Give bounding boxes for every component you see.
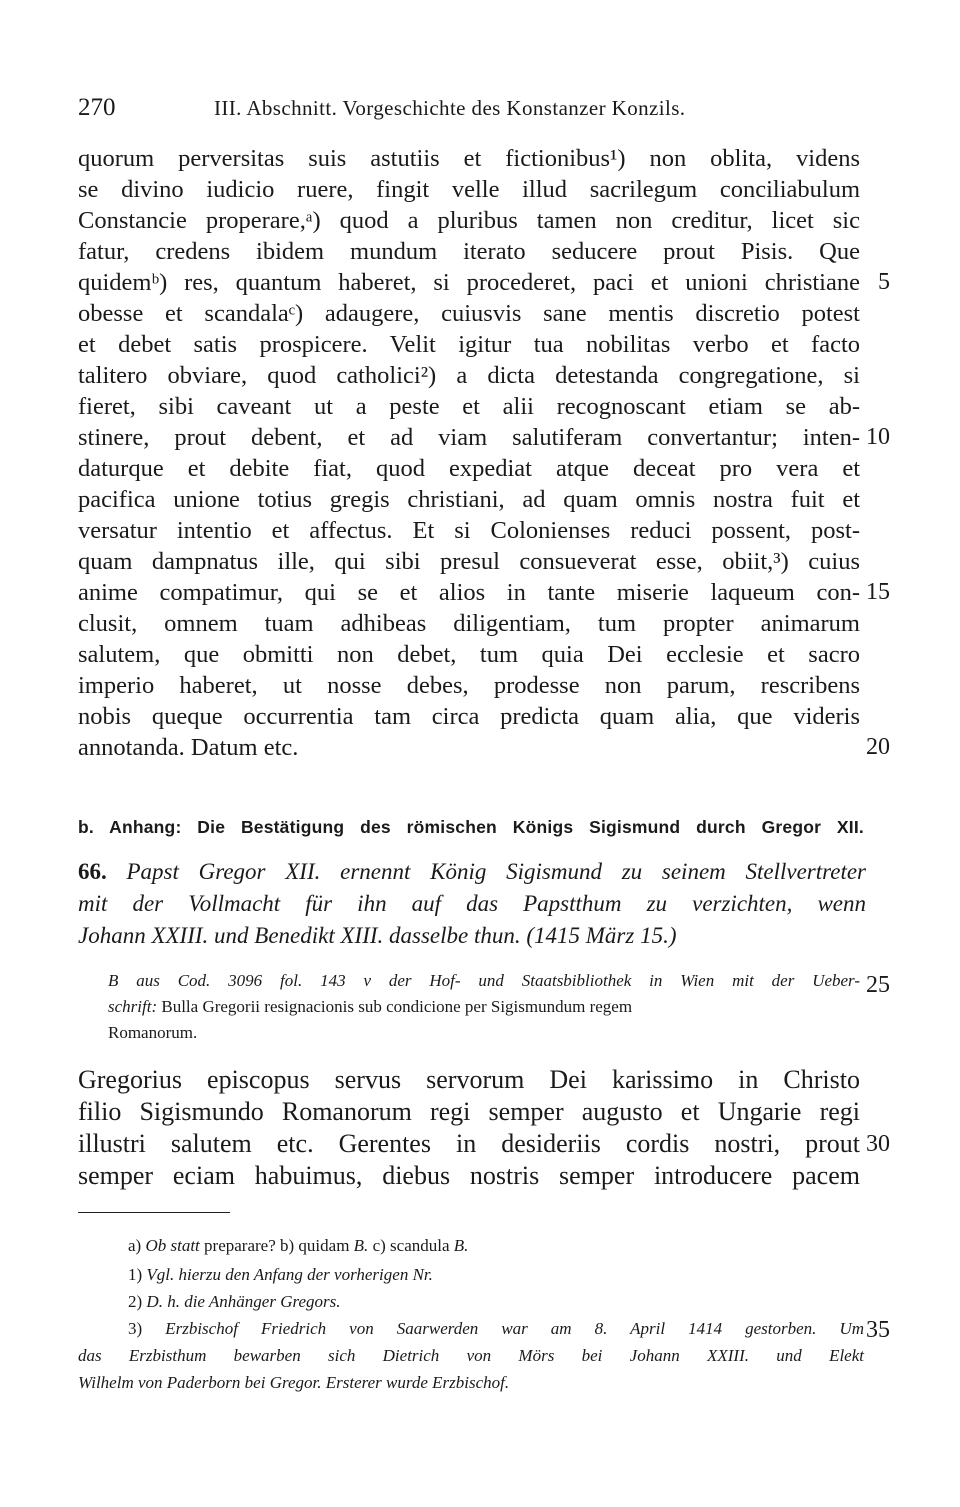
text-line: anime compatimur, qui se et alios in tante miserie laqueum con- (78, 579, 860, 606)
source-label: schrift: (108, 997, 158, 1016)
footnote-text: scandula (390, 1236, 450, 1255)
line-number: 25 (866, 972, 890, 998)
document-title-part: Papst Gregor XII. ernennt König Sigismund zu seinem Stellvertreter (126, 859, 866, 884)
text-line: semper eciam habuimus, diebus nostris semper introducere pacem (78, 1161, 860, 1190)
line-number: 15 (866, 579, 890, 605)
text-line: daturque et debite fiat, quod expediat atque deceat pro vera et (78, 455, 860, 482)
footnote-3 (128, 1316, 864, 1342)
section-heading: b. Anhang: Die Bestätigung des römischen Königs Sigismund durch Gregor XII. (78, 817, 864, 837)
running-title: III. Abschnitt. Vorgeschichte des Konstanzer Konzils. (214, 96, 686, 120)
footnote-mark: 1) (128, 1265, 143, 1284)
text-line: clusit, omnem tuam adhibeas diligentiam, tum propter animarum (78, 610, 860, 637)
footnote-text: D. h. die Anhänger Gregors. (146, 1292, 341, 1311)
line-number: 10 (866, 424, 890, 450)
footnote-3-cont (78, 1370, 864, 1396)
footnote-mark: 2) (128, 1292, 143, 1311)
footnote-3-cont (78, 1343, 864, 1369)
text-line: filio Sigismundo Romanorum regi semper augusto et Ungarie regi (78, 1097, 860, 1126)
source-note-line: Romanorum. (108, 1023, 198, 1042)
document-heading-line (78, 856, 866, 888)
text-line: imperio haberet, ut nosse debes, prodesse non parum, rescribens (78, 672, 860, 699)
footnote-text: Vgl. hierzu den Anfang der vorherigen Nr. (146, 1265, 433, 1284)
text-line: illustri salutem etc. Gerentes in desideriis cordis nostri, prout (78, 1129, 860, 1158)
text-line: fatur, credens ibidem mundum iterato seducere prout Pisis. Que (78, 238, 860, 265)
text-line: quam dampnatus ille, qui sibi presul consueverat esse, obiit,³) cuius (78, 548, 860, 575)
document-number: 66. (78, 859, 107, 884)
footnote-separator (78, 1212, 230, 1213)
text-line: se divino iudicio ruere, fingit velle illud sacrilegum conciliabulum (78, 176, 860, 203)
text-line: versatur intentio et affectus. Et si Colonienses reduci possent, post- (78, 517, 860, 544)
footnote-text: Ob statt (145, 1236, 200, 1255)
footnote-text: das Erzbisthum bewarben sich Dietrich von Mörs bei Johann XXIII. und Elekt (78, 1346, 864, 1365)
text-line: pacifica unione totius gregis christiani, ad quam omnis nostra fuit et (78, 486, 860, 513)
footnote-text: Wilhelm von Paderborn bei Gregor. Ersterer wurde Erzbischof. (78, 1373, 510, 1392)
text-line: nobis queque occurrentia tam circa predicta quam alia, que videris (78, 703, 860, 730)
text-line: fieret, sibi caveant ut a peste et alii recognoscant etiam se ab- (78, 393, 860, 420)
text-line: Gregorius episcopus servus servorum Dei karissimo in Christo (78, 1065, 860, 1094)
footnote-1 (128, 1262, 864, 1288)
text-line: talitero obviare, quod catholici²) a dicta detestanda congregatione, si (78, 362, 860, 389)
footnote-text: Erzbischof Friedrich von Saarwerden war am 8. April 1414 gestorben. Um (165, 1319, 865, 1338)
source-heading-text: Bulla Gregorii resignacionis sub condicione per Sigismundum regem (161, 997, 633, 1016)
text-line: annotanda. Datum etc. (78, 734, 299, 761)
line-number: 20 (866, 734, 890, 760)
text-line: obesse et scandalaᶜ) adaugere, cuiusvis sane mentis discretio potest (78, 300, 860, 327)
footnote-mark: 3) (128, 1319, 143, 1338)
line-number: 30 (866, 1131, 890, 1157)
text-line: stinere, prout debent, et ad viam salutiferam convertantur; inten- (78, 424, 860, 451)
footnote-text: B. (453, 1236, 469, 1255)
text-line: quidemᵇ) res, quantum haberet, si procederet, paci et unioni christiane (78, 269, 860, 296)
text-line: salutem, que obmitti non debet, tum quia Dei ecclesie et sacro (78, 641, 860, 668)
line-number: 35 (866, 1317, 890, 1343)
footnote-text: preparare? (204, 1236, 276, 1255)
footnote-2 (128, 1289, 864, 1315)
text-line: quorum perversitas suis astutiis et fictionibus¹) non oblita, videns (78, 145, 860, 172)
footnote-mark: b) (280, 1236, 295, 1255)
document-heading-line: Johann XXIII. und Benedikt XIII. dasselbe thun. (1415 März 15.) (78, 923, 677, 948)
source-citation: B aus Cod. 3096 fol. 143 v der Hof- und Staatsbibliothek in Wien mit der Ueber- (108, 971, 860, 990)
text-line: Constancie properare,ᵃ) quod a pluribus tamen non creditur, licet sic (78, 207, 860, 234)
source-note-line (108, 994, 860, 1020)
source-note-line (108, 968, 860, 994)
footnote-text: B. (353, 1236, 369, 1255)
line-number: 5 (878, 269, 890, 295)
page-number: 270 (78, 94, 116, 121)
footnote-variants (128, 1233, 864, 1259)
footnote-mark: c) (372, 1236, 386, 1255)
footnote-text: quidam (298, 1236, 350, 1255)
footnote-mark: a) (128, 1236, 142, 1255)
document-heading-line: mit der Vollmacht für ihn auf das Papstthum zu verzichten, wenn (78, 891, 866, 916)
page-header (78, 88, 878, 128)
text-line: et debet satis prospicere. Velit igitur tua nobilitas verbo et facto (78, 331, 860, 358)
